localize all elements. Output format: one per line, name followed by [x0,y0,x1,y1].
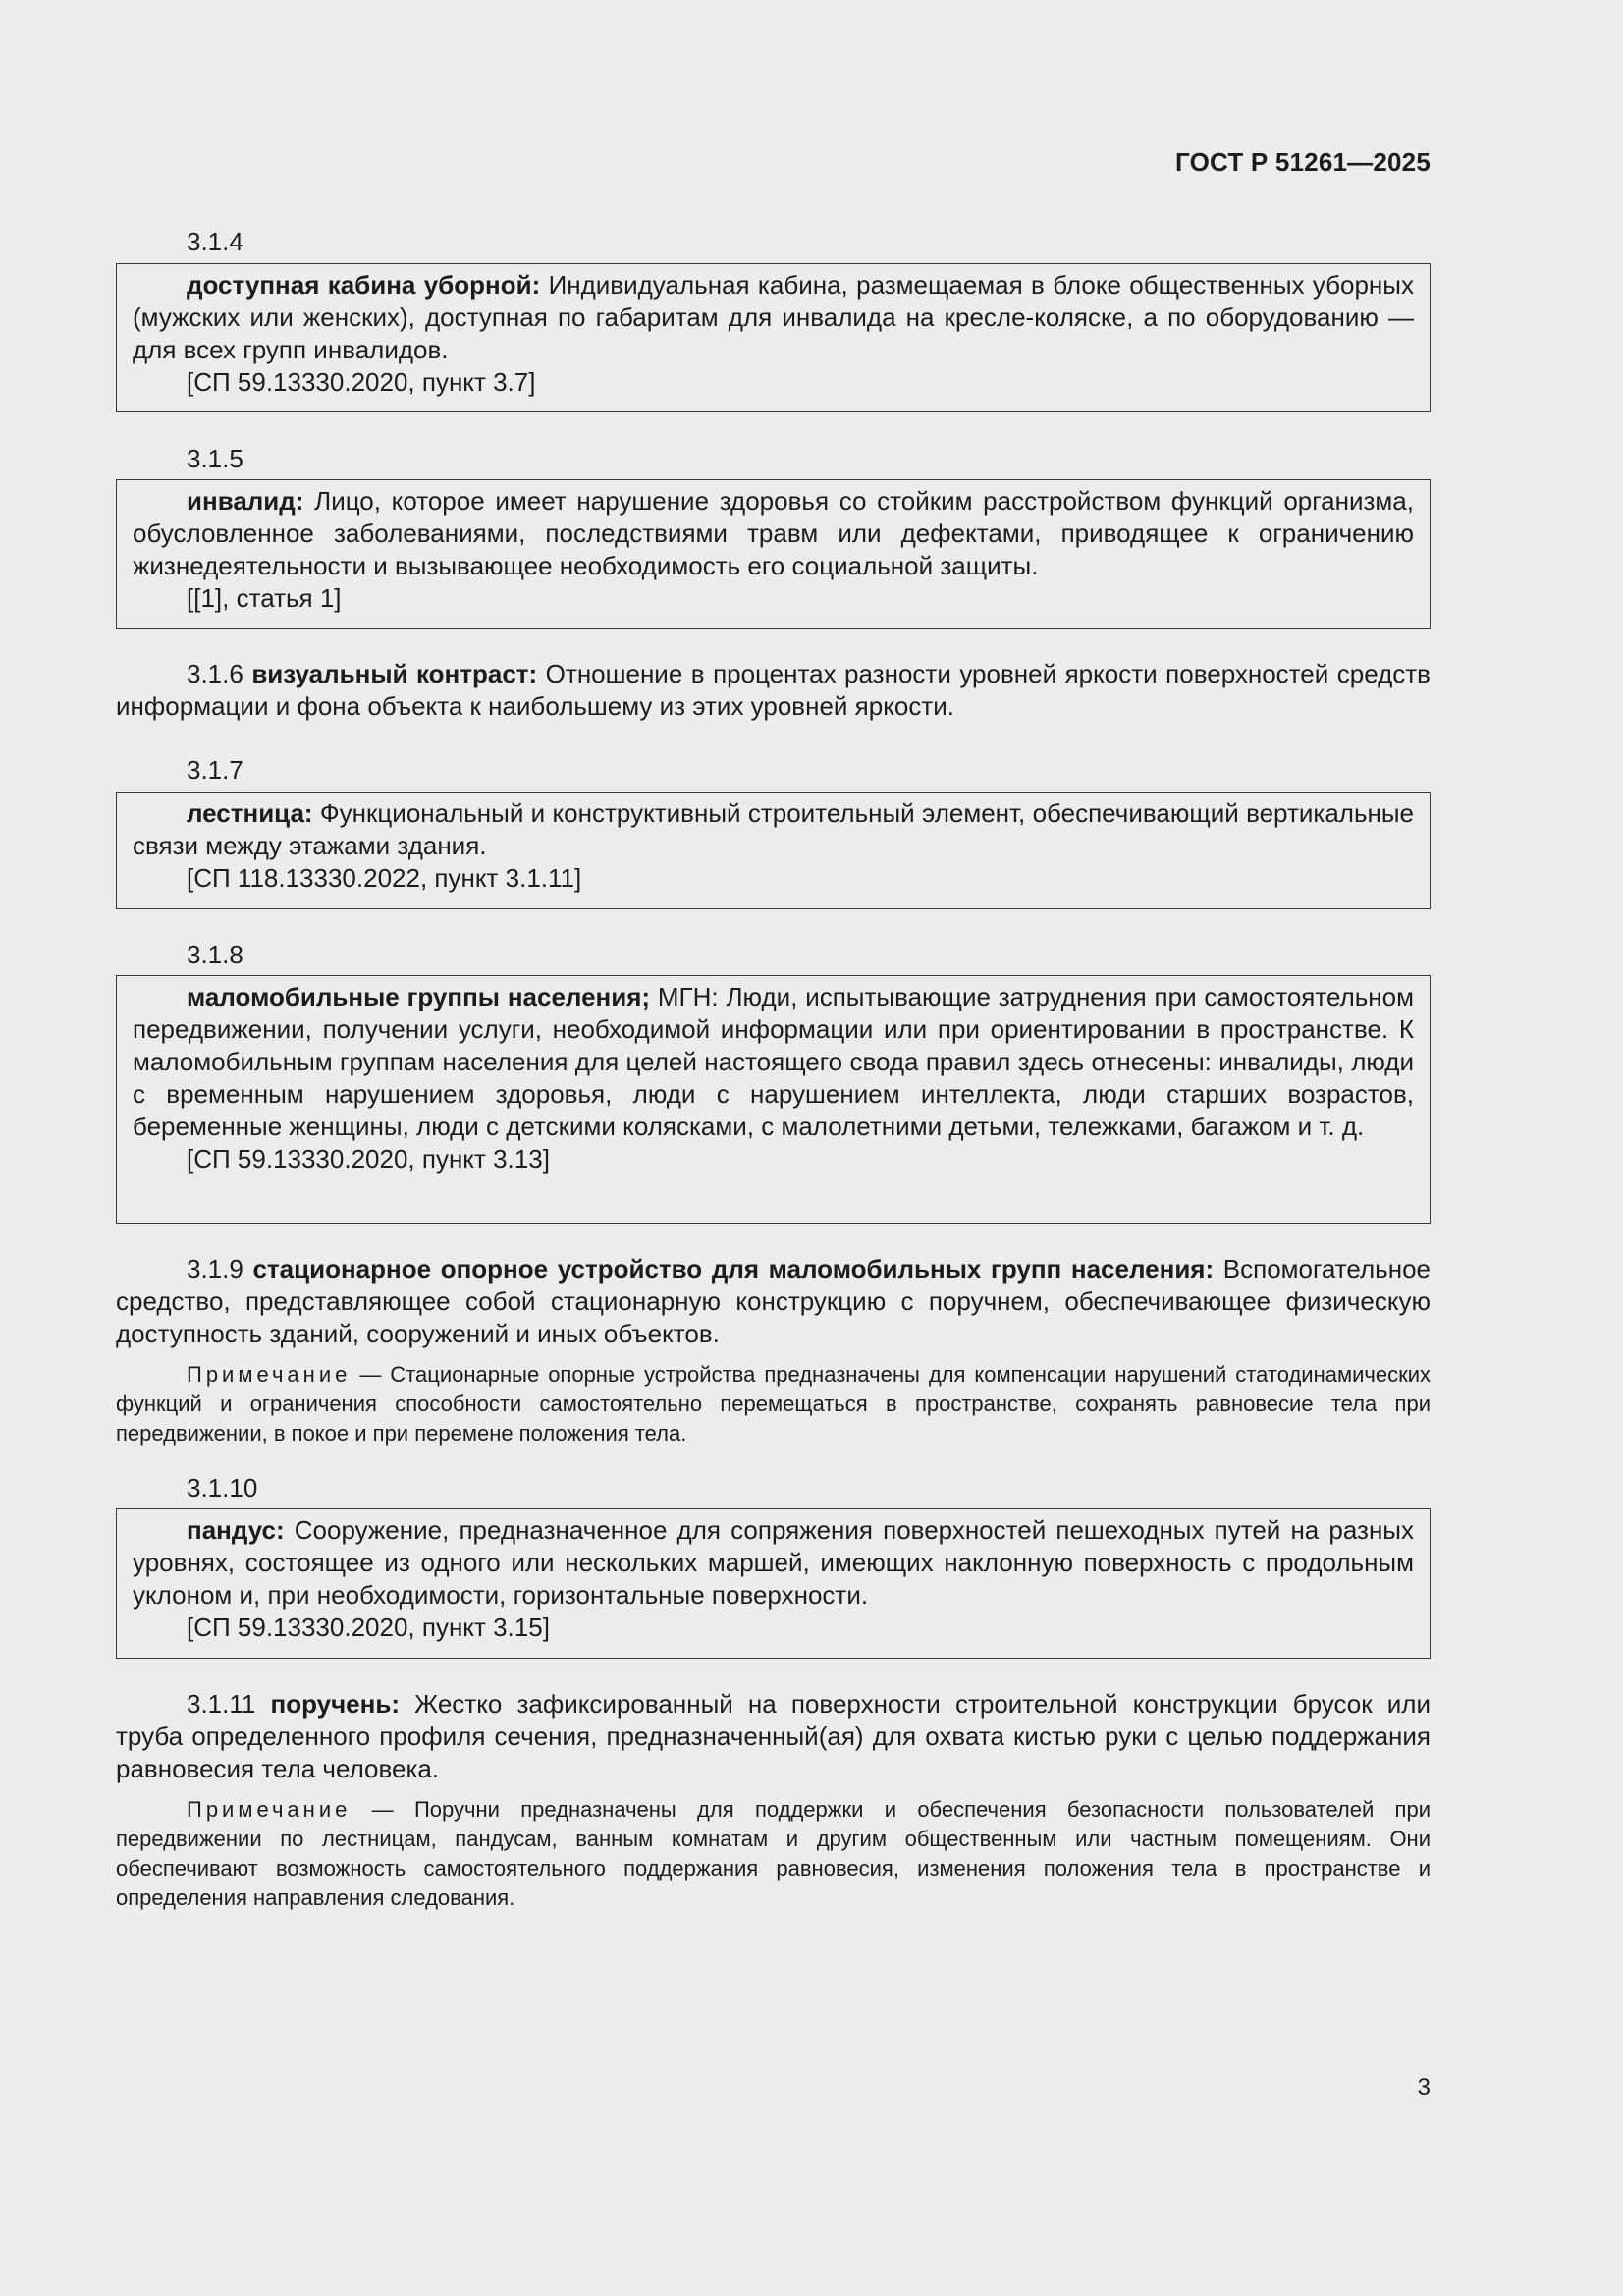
term-definition: Лицо, которое имеет нарушение здоровья со стойким расстройством функций организма, обусловленное заболеваниями, последствиями травм или дефектами, приводящее к ограничению жизнедеятельности и вызывающее необходимость его социальной защиты. [133,486,1414,580]
term-box-3-1-8 [116,975,1431,1224]
term-number-3-1-9: 3.1.9 [187,1254,243,1284]
term-note [116,1360,1431,1449]
term-number-3-1-7: 3.1.7 [187,755,243,785]
term-title: пандус: [187,1515,285,1545]
term-paragraph [133,797,1414,862]
note-text: — Поручни предназначены для поддержки и обеспечения безопасности пользователей при передвижении по лестницам, пандусам, ванным комнатам и другим общественным или частным помещениям. Они обеспечивают возможность самостоятельного поддержания равновесия, изменения положения тела в пространстве и определения направления следования. [116,1797,1431,1910]
term-source: [СП 59.13330.2020, пункт 3.15] [187,1613,550,1642]
term-number-3-1-11: 3.1.11 [187,1689,256,1719]
term-box-3-1-4 [116,263,1431,412]
term-paragraph [133,1514,1414,1612]
term-definition: МГН: Люди, испытывающие затруднения при самостоятельном передвижении, получении услуги, необходимой информации или при ориентировании в пространстве. К маломобильным группам населения для целей настоящего свода правил здесь отнесены: инвалиды, люди с временным нарушением здоровья, люди с нарушением интеллекта, люди старших возрастов, беременные женщины, люди с детскими колясками, с малолетними детьми, тележками, багажом и т. д. [133,982,1415,1141]
term-definition: Жестко зафиксированный на поверхности строительной конструкции брусок или труба определенного профиля сечения, предназначенный(ая) для охвата кистью руки с целью поддержания равновесия тела человека. [116,1689,1431,1783]
term-number-3-1-4: 3.1.4 [187,227,243,256]
term-number-3-1-5: 3.1.5 [187,444,243,473]
page-number: 3 [1417,2074,1431,2101]
term-paragraph [133,485,1414,582]
term-block-3-1-6 [116,658,1431,723]
term-block-3-1-11 [116,1688,1431,1913]
term-paragraph [116,658,1431,723]
term-definition: Отношение в процентах разности уровней яркости поверхностей средств информации и фона объекта к наибольшему из этих уровней яркости. [116,659,1431,721]
term-number-3-1-8: 3.1.8 [187,940,243,969]
term-title: поручень: [270,1689,400,1719]
term-title: стационарное опорное устройство для маломобильных групп населения: [252,1254,1215,1284]
term-definition: Сооружение, предназначенное для сопряжения поверхностей пешеходных путей на разных уровнях, состоящее из одного или нескольких маршей, имеющих наклонную поверхность с продольным уклоном и, при необходимости, горизонтальные поверхности. [133,1515,1414,1610]
term-number-3-1-6: 3.1.6 [187,659,243,688]
term-title: доступная кабина уборной: [187,270,541,300]
term-paragraph [116,1253,1431,1350]
note-text: — Стационарные опорные устройства предназначены для компенсации нарушений статодинамических функций и ограничения способности самостоятельно перемещаться в пространстве, сохранять равновесие тела при передвижении, в покое и при перемене положения тела. [116,1362,1431,1446]
term-box-3-1-5 [116,479,1431,629]
document-code-header: ГОСТ Р 51261—2025 [1175,147,1431,177]
term-note [116,1795,1431,1913]
term-paragraph [133,269,1414,366]
term-number-3-1-10: 3.1.10 [187,1473,258,1503]
term-definition: Индивидуальная кабина, размещаемая в блоке общественных уборных (мужских или женских), доступная по габаритам для инвалида на кресле-коляске, а по оборудованию — для всех групп инвалидов. [133,270,1414,364]
note-label: Примечание [187,1797,352,1822]
term-box-3-1-10 [116,1508,1431,1659]
term-title: визуальный контраст: [251,659,538,688]
note-label: Примечание [187,1362,352,1387]
term-box-3-1-7 [116,792,1431,909]
term-source: [СП 59.13330.2020, пункт 3.13] [187,1144,550,1174]
term-block-3-1-9 [116,1253,1431,1449]
term-title: инвалид: [187,486,304,516]
term-definition: Функциональный и конструктивный строительный элемент, обеспечивающий вертикальные связи между этажами здания. [133,798,1414,860]
term-source: [СП 59.13330.2020, пункт 3.7] [187,367,536,397]
term-source: [СП 118.13330.2022, пункт 3.1.11] [187,863,582,893]
term-paragraph [116,1688,1431,1785]
term-source: [[1], статья 1] [187,583,342,613]
term-title: маломобильные группы населения; [187,982,651,1011]
term-title: лестница: [187,798,313,828]
term-paragraph [133,981,1414,1143]
term-definition: Вспомогательное средство, представляющее собой стационарную конструкцию с поручнем, обеспечивающее физическую доступность зданий, сооружений и иных объектов. [116,1254,1431,1348]
